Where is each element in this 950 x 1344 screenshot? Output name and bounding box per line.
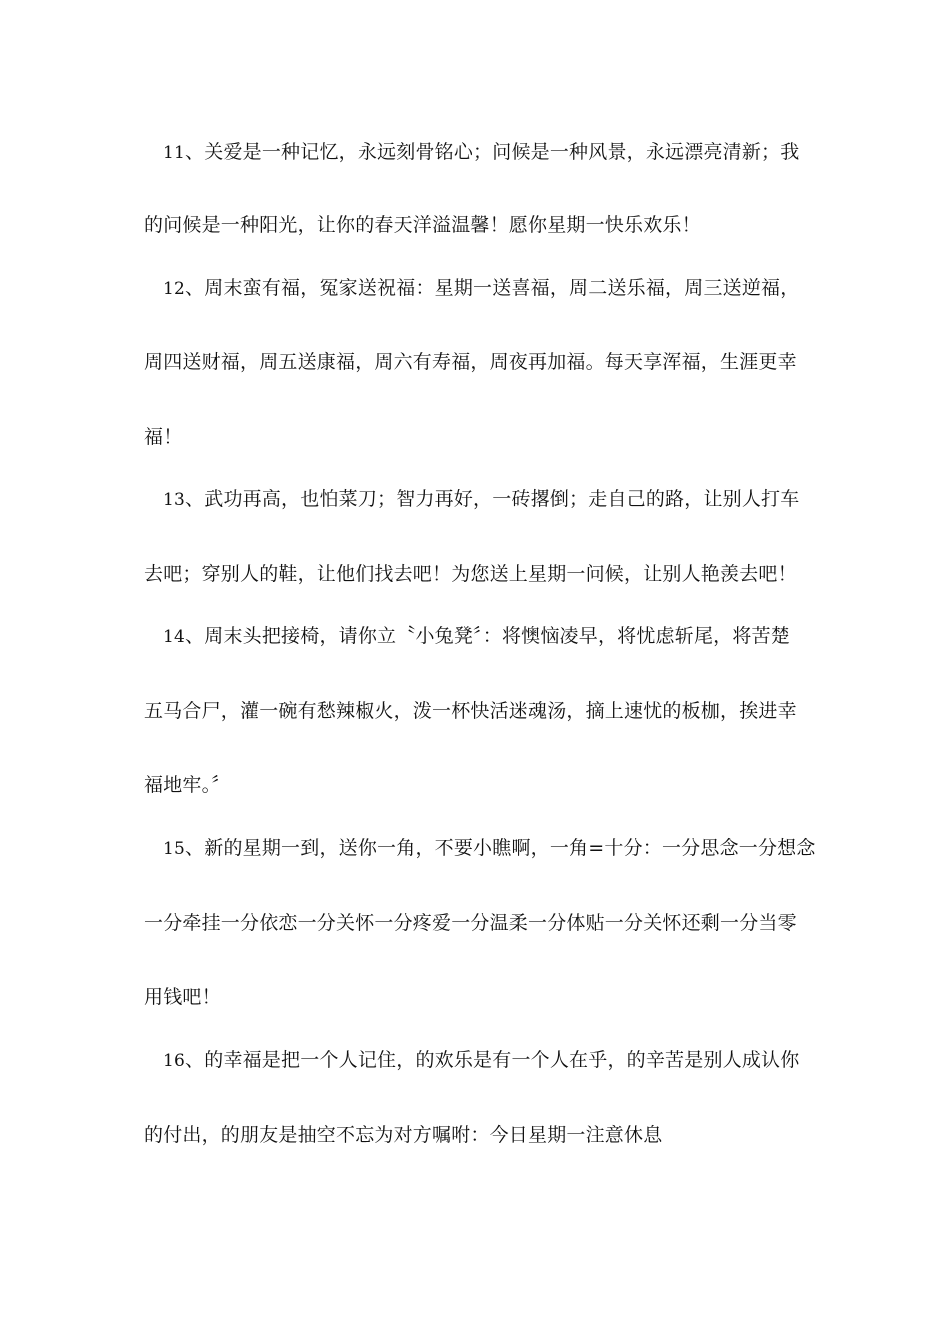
paragraph-11-line-2: 的问候是一种阳光，让你的春天洋溢温馨！愿你星期一快乐欢乐！ — [144, 214, 701, 236]
paragraph-text: 、武功再高，也怕菜刀；智力再好，一砖撂倒；走自己的路，让别人打车 — [185, 488, 800, 510]
paragraph-11-line-1 — [163, 139, 833, 166]
paragraph-16-line-2: 的付出，的朋友是抽空不忘为对方嘱咐：今日星期一注意休息 — [144, 1124, 663, 1146]
paragraph-number: 16 — [163, 1051, 186, 1071]
paragraph-12-line-3: 福！ — [144, 426, 183, 448]
paragraph-number: 13 — [163, 490, 186, 510]
paragraph-text: 、周末头把接椅，请你立〝小兔凳〞：将懊恼凌早，将忧虑斩尾，将苦楚 — [185, 625, 790, 647]
paragraph-number: 12 — [163, 279, 186, 299]
paragraph-text: 、周末蛮有福，冤家送祝福：星期一送喜福，周二送乐福，周三送逆福， — [185, 277, 800, 299]
paragraph-13-line-1 — [163, 486, 833, 513]
paragraph-12-line-1 — [163, 275, 833, 302]
paragraph-14-line-1 — [163, 623, 833, 650]
paragraph-number: 11 — [163, 143, 186, 163]
paragraph-text: 、关爱是一种记忆，永远刻骨铭心；问候是一种风景，永远漂亮清新；我 — [185, 141, 800, 163]
paragraph-14-line-2: 五马合尸，灌一碗有愁辣椒火，泼一杯快活迷魂汤，摘上速忧的板枷，挨进幸 — [144, 700, 797, 722]
paragraph-text: 、新的星期一到，送你一角，不要小瞧啊，一角=十分：一分思念一分想念 — [185, 837, 816, 859]
paragraph-14-line-3: 福地牢。〞 — [144, 774, 231, 796]
paragraph-15-line-1 — [163, 835, 833, 862]
paragraph-15-line-3: 用钱吧！ — [144, 986, 221, 1008]
paragraph-number: 14 — [163, 627, 186, 647]
paragraph-text: 、的幸福是把一个人记住，的欢乐是有一个人在乎，的辛苦是别人成认你 — [185, 1049, 800, 1071]
paragraph-15-line-2: 一分牵挂一分依恋一分关怀一分疼爱一分温柔一分体贴一分关怀还剩一分当零 — [144, 912, 797, 934]
paragraph-number: 15 — [163, 839, 186, 859]
paragraph-13-line-2: 去吧；穿别人的鞋，让他们找去吧！为您送上星期一问候，让别人艳羡去吧！ — [144, 563, 797, 585]
paragraph-16-line-1 — [163, 1047, 833, 1074]
paragraph-12-line-2: 周四送财福，周五送康福，周六有寿福，周夜再加福。每天享浑福，生涯更幸 — [144, 351, 797, 373]
